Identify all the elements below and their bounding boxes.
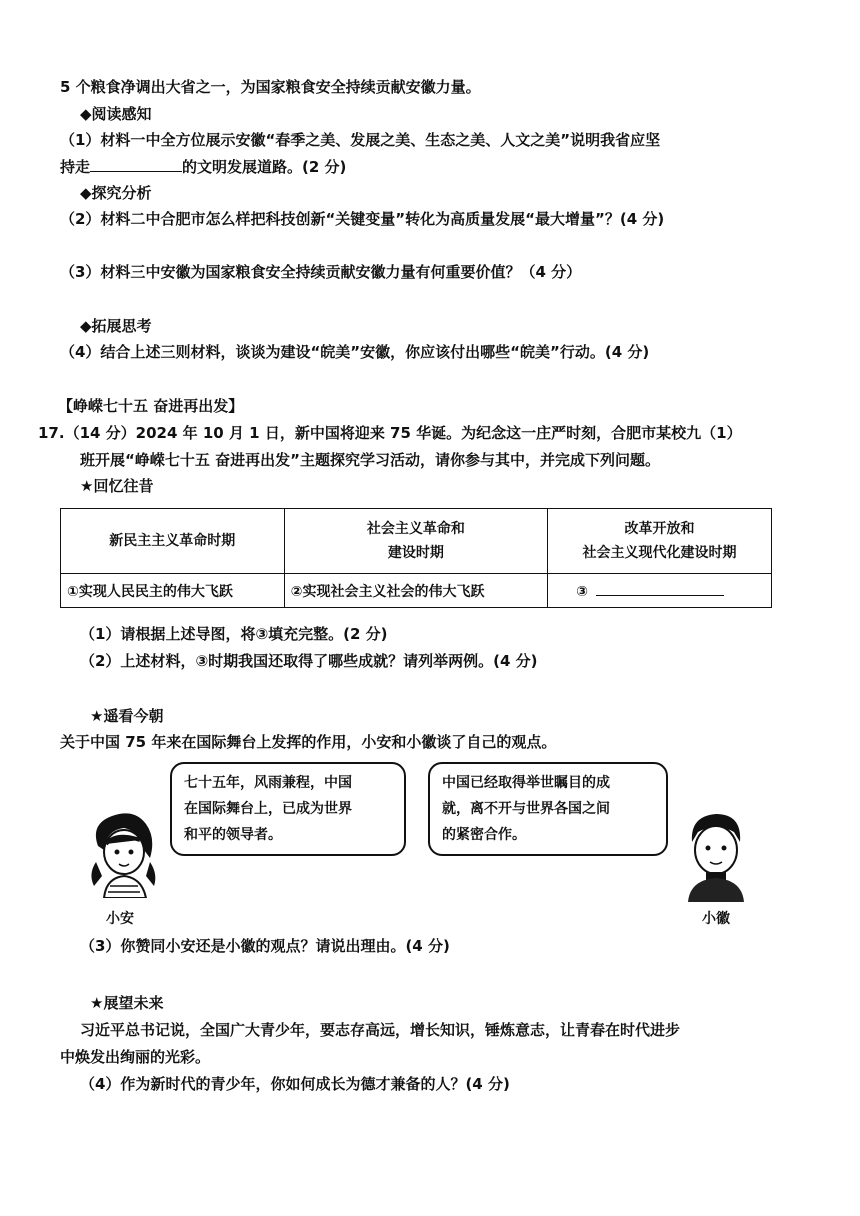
history-period-table (60, 508, 772, 608)
girl-anan-illustration (84, 806, 162, 898)
heading-recall: ★回忆往昔 (80, 477, 154, 495)
question-17-line2: 班开展“峥嵘七十五 奋进再出发”主题探究学习活动，请你参与其中，并完成下列问题。 (80, 451, 660, 469)
xiaohui-name: 小徽 (702, 911, 730, 927)
period-achievement-1: ①实现人民民主的伟大飞跃 (61, 574, 285, 608)
heading-explore: ◆探究分析 (80, 184, 152, 202)
sub-question-1: （1）请根据上述导图，将③填充完整。(2 分) (80, 625, 388, 643)
period-header-1: 新民主主义革命时期 (61, 509, 285, 574)
question-1-line2 (60, 157, 346, 177)
period-header-3: 改革开放和 社会主义现代化建设时期 (548, 509, 772, 574)
question-17-line1: 17.（14 分）2024 年 10 月 1 日，新中国将迎来 75 华诞。为纪念这一庄严时刻，合肥市某校九（1） (38, 424, 742, 442)
anan-name: 小安 (106, 911, 134, 927)
period-header-2: 社会主义革命和 建设时期 (284, 509, 548, 574)
sub-question-3: （3）你赞同小安还是小徽的观点？请说出理由。(4 分) (80, 937, 450, 955)
dialogue-intro: 关于中国 75 年来在国际舞台上发挥的作用，小安和小徽谈了自己的观点。 (60, 733, 557, 751)
question-4: （4）结合上述三则材料，谈谈为建设“皖美”安徽，你应该付出哪些“皖美”行动。(4 分) (60, 343, 650, 361)
period-achievement-2: ②实现社会主义社会的伟大飞跃 (284, 574, 548, 608)
heading-reading: ◆阅读感知 (80, 105, 152, 123)
hui-speech-bubble: 中国已经取得举世瞩目的成 就，离不开与世界各国之间 的紧密合作。 (428, 762, 668, 856)
anan-speech-bubble: 七十五年，风雨兼程，中国 在国际舞台上，已成为世界 和平的领导者。 (170, 762, 406, 856)
question-3: （3）材料三中安徽为国家粮食安全持续贡献安徽力量有何重要价值？（4 分） (60, 263, 582, 281)
section-title: 【峥嵘七十五 奋进再出发】 (58, 397, 244, 415)
question-1-prefix: 持走 (60, 158, 91, 176)
answer-blank-1[interactable] (90, 157, 182, 172)
sub-question-2: （2）上述材料，③时期我国还取得了哪些成就？请列举两例。(4 分) (80, 652, 538, 670)
period-achievement-3: ③ (548, 574, 772, 608)
question-1-suffix: 的文明发展道路。(2 分) (182, 158, 347, 176)
boy-xiaohui-illustration (676, 806, 756, 902)
heading-today: ★遥看今朝 (90, 707, 164, 725)
question-1-line1: （1）材料一中全方位展示安徽“春季之美、发展之美、生态之美、人文之美”说明我省应坚 (60, 131, 661, 149)
answer-blank-3[interactable] (596, 581, 724, 596)
material-tail-line: 5 个粮食净调出大省之一，为国家粮食安全持续贡献安徽力量。 (60, 78, 481, 96)
heading-future: ★展望未来 (90, 994, 164, 1012)
xi-quote-line1: 习近平总书记说，全国广大青少年，要志存高远，增长知识，锤炼意志，让青春在时代进步 (80, 1021, 681, 1039)
heading-extend: ◆拓展思考 (80, 317, 152, 335)
question-2: （2）材料二中合肥市怎么样把科技创新“关键变量”转化为高质量发展“最大增量”？(4 分) (60, 210, 665, 228)
xi-quote-line2: 中焕发出绚丽的光彩。 (60, 1048, 211, 1066)
sub-question-4: （4）作为新时代的青少年，你如何成长为德才兼备的人？(4 分) (80, 1075, 510, 1093)
